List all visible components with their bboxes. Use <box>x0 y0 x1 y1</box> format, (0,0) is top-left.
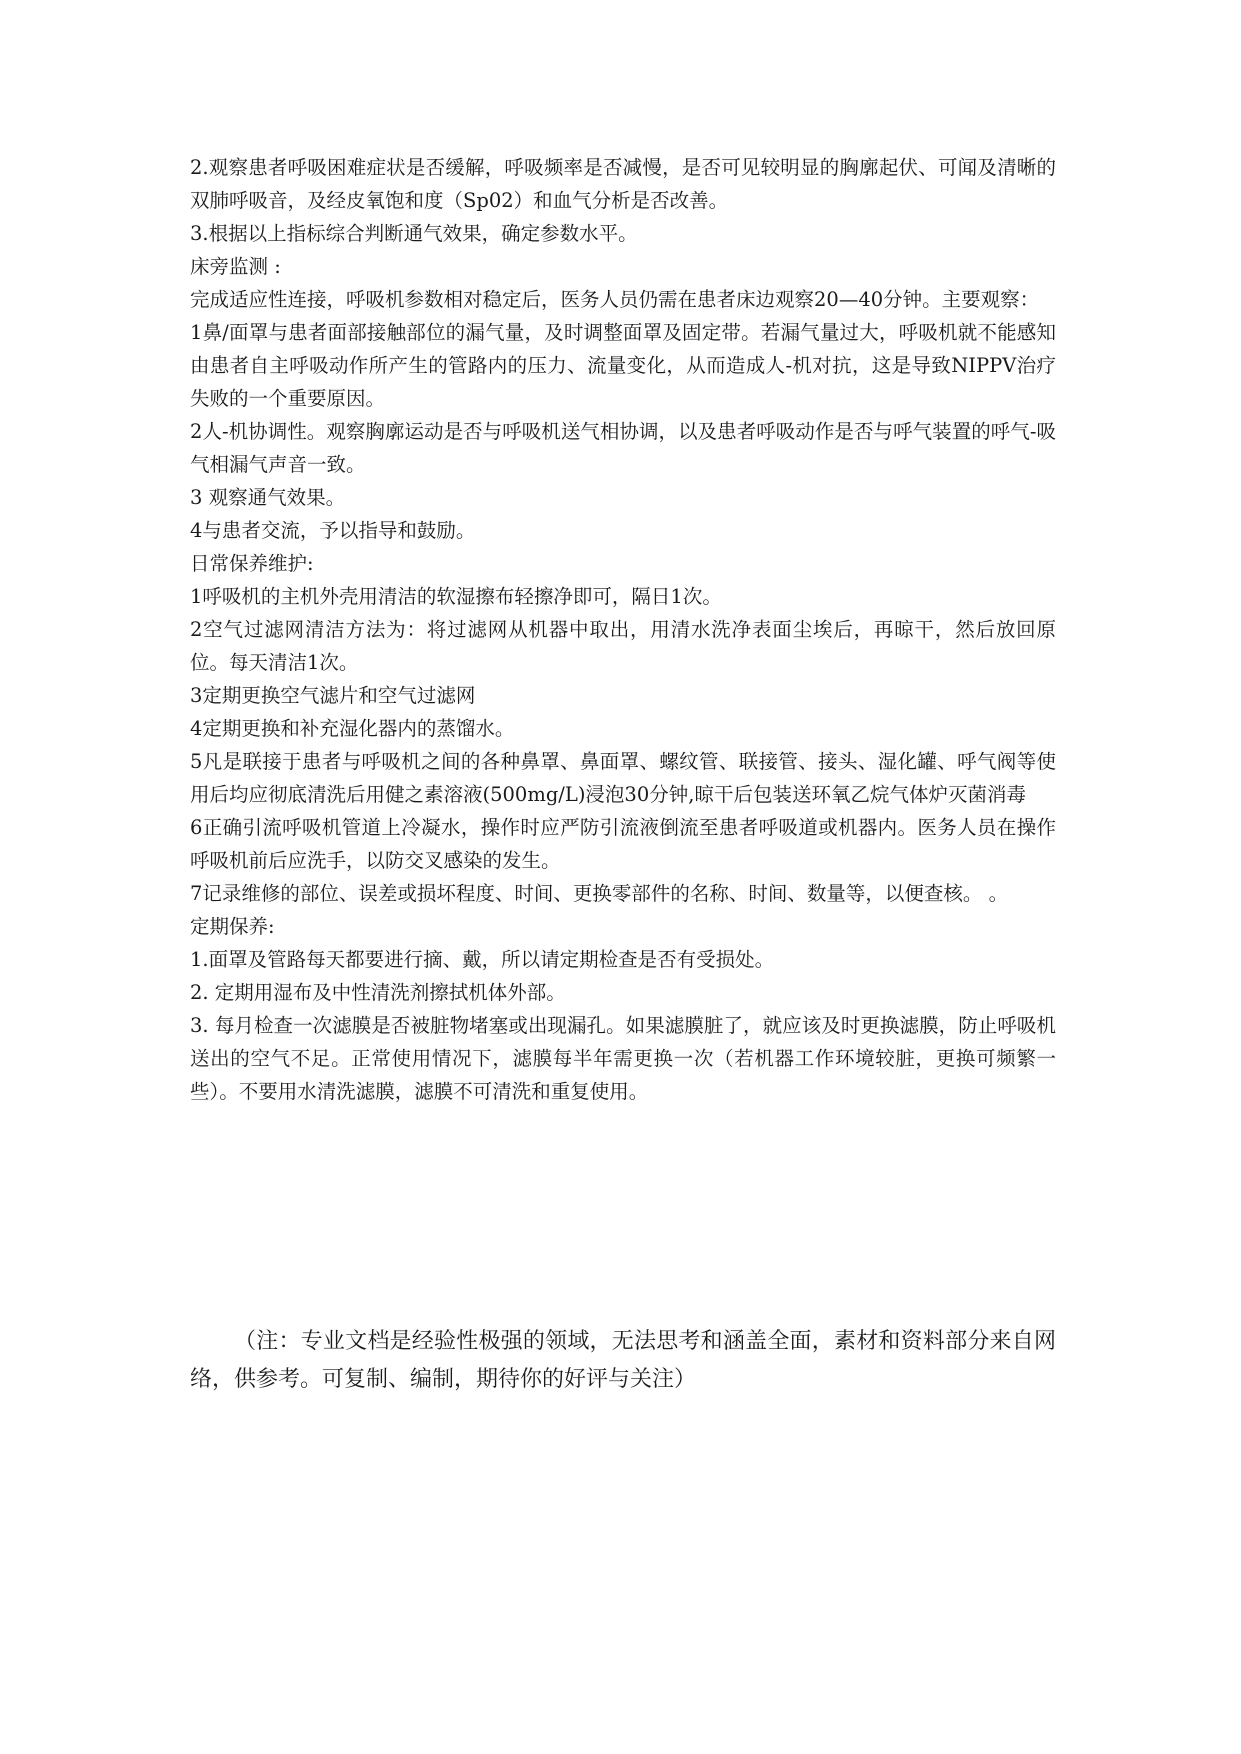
paragraph: 5凡是联接于患者与呼吸机之间的各种鼻罩、鼻面罩、螺纹管、联接管、接头、湿化罐、呼气阀等使用后均应彻底清洗后用健之素溶液(500mg/L)浸泡30分钟,晾干后包装送环氧乙烷气体炉灭菌消毒 <box>190 750 1056 806</box>
section-heading: 定期保养: <box>190 915 275 938</box>
section-heading: 日常保养维护: <box>190 552 314 575</box>
document-body <box>190 151 1056 1108</box>
paragraph: 7记录维修的部位、误差或损坏程度、时间、更换零部件的名称、时间、数量等，以便查核。 。 <box>190 882 1009 905</box>
footnote <box>190 1323 1056 1399</box>
paragraph: 2. 定期用湿布及中性清洗剂擦拭机体外部。 <box>190 981 566 1004</box>
paragraph: 3.根据以上指标综合判断通气效果，确定参数水平。 <box>190 222 638 245</box>
paragraph: 4与患者交流，予以指导和鼓励。 <box>190 519 476 542</box>
paragraph: 1鼻/面罩与患者面部接触部位的漏气量，及时调整面罩及固定带。若漏气量过大，呼吸机就不能感知由患者自主呼吸动作所产生的管路内的压力、流量变化，从而造成人-机对抗，这是导致NIPPV治疗失败的一个重要原因。 <box>190 321 1056 410</box>
section-heading: 床旁监测 : <box>190 255 281 278</box>
paragraph: 3 观察通气效果。 <box>190 486 346 509</box>
paragraph: 2.观察患者呼吸困难症状是否缓解，呼吸频率是否减慢，是否可见较明显的胸廓起伏、可闻及清晰的双肺呼吸音，及经皮氧饱和度（Sp02）和血气分析是否改善。 <box>190 156 1056 212</box>
paragraph: 2人-机协调性。观察胸廓运动是否与呼吸机送气相协调，以及患者呼吸动作是否与呼气装置的呼气-吸气相漏气声音一致。 <box>190 420 1056 476</box>
paragraph: 3. 每月检查一次滤膜是否被脏物堵塞或出现漏孔。如果滤膜脏了，就应该及时更换滤膜，防止呼吸机送出的空气不足。正常使用情况下，滤膜每半年需更换一次（若机器工作环境较脏，更换可频繁一些）。不要用水清洗滤膜，滤膜不可清洗和重复使用。 <box>190 1014 1056 1103</box>
footnote-text: （注：专业文档是经验性极强的领域，无法思考和涵盖全面，素材和资料部分来自网络，供参考。可复制、编制，期待你的好评与关注） <box>190 1329 1056 1392</box>
paragraph: 2空气过滤网清洁方法为：将过滤网从机器中取出，用清水洗净表面尘埃后，再晾干，然后放回原位。每天清洁1次。 <box>190 618 1056 674</box>
paragraph: 3定期更换空气滤片和空气过滤网 <box>190 684 476 707</box>
paragraph: 1呼吸机的主机外壳用清洁的软湿擦布轻擦净即可，隔日1次。 <box>190 585 722 608</box>
paragraph: 1.面罩及管路每天都要进行摘、戴，所以请定期检查是否有受损处。 <box>190 948 775 971</box>
paragraph: 4定期更换和补充湿化器内的蒸馏水。 <box>190 717 515 740</box>
paragraph: 完成适应性连接，呼吸机参数相对稳定后，医务人员仍需在患者床边观察20—40分钟。主要观察： <box>190 288 1040 311</box>
paragraph: 6正确引流呼吸机管道上冷凝水，操作时应严防引流液倒流至患者呼吸道或机器内。医务人员在操作呼吸机前后应洗手，以防交叉感染的发生。 <box>190 816 1056 872</box>
